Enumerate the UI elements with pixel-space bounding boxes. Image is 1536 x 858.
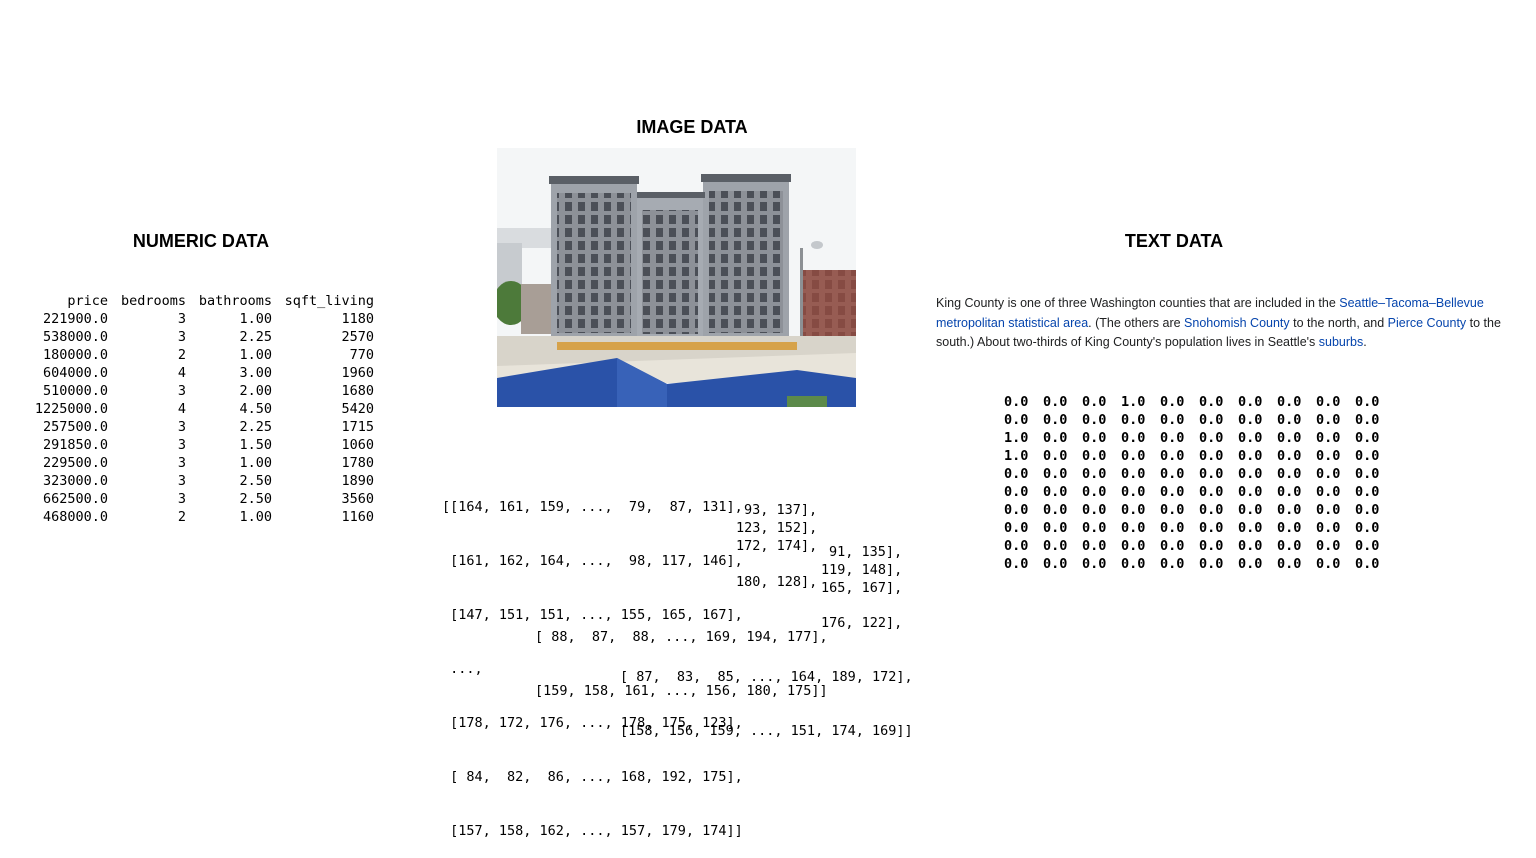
table-cell: 3 xyxy=(177,455,186,471)
table-cell: 3 xyxy=(177,437,186,453)
table-cell: 221900.0 xyxy=(42,311,108,327)
matrix-cell: 0.0 xyxy=(1082,538,1107,554)
table-cell: 3 xyxy=(177,329,186,345)
image-data-title: IMAGE DATA xyxy=(636,117,748,137)
table-row xyxy=(28,418,374,436)
matrix-cell: 0.0 xyxy=(1199,412,1224,428)
matrix-cell: 0.0 xyxy=(1355,448,1380,464)
table-cell: 2.50 xyxy=(239,491,272,507)
table-cell: 2.00 xyxy=(239,383,272,399)
array-line: 172, 174], xyxy=(736,538,818,554)
matrix-cell: 0.0 xyxy=(1082,394,1107,410)
table-cell: 2570 xyxy=(341,329,374,345)
matrix-cell: 0.0 xyxy=(1277,520,1302,536)
table-row xyxy=(28,364,374,382)
table-cell: 3 xyxy=(177,311,186,327)
table-row xyxy=(28,328,374,346)
link-suburbs[interactable]: suburbs xyxy=(1318,335,1364,349)
text-paragraph xyxy=(936,294,1501,353)
matrix-cell: 0.0 xyxy=(1160,430,1185,446)
matrix-cell: 0.0 xyxy=(1121,412,1146,428)
matrix-cell: 0.0 xyxy=(1160,556,1185,572)
matrix-row xyxy=(1004,465,1394,483)
matrix-row xyxy=(1004,537,1394,555)
link-seattle-msa[interactable]: Seattle–Tacoma–Bellevue metropolitan statistical area xyxy=(936,296,1484,330)
matrix-cell: 0.0 xyxy=(1082,484,1107,500)
matrix-cell: 0.0 xyxy=(1043,484,1068,500)
array-line: [147, 151, 151, ..., 155, 165, 167], xyxy=(442,607,743,623)
para-text: to the north, and xyxy=(1289,315,1388,330)
array-line: [161, 162, 164, ..., 98, 117, 146], xyxy=(442,553,743,569)
matrix-cell: 0.0 xyxy=(1277,394,1302,410)
matrix-row xyxy=(1004,447,1394,465)
table-cell: 3 xyxy=(177,473,186,489)
array-line: [158, 156, 159, ..., 151, 174, 169]] xyxy=(620,723,913,739)
table-cell: 291850.0 xyxy=(42,437,108,453)
table-cell: 1.00 xyxy=(239,311,272,327)
matrix-cell: 0.0 xyxy=(1199,466,1224,482)
matrix-cell: 0.0 xyxy=(1199,538,1224,554)
matrix-cell: 0.0 xyxy=(1043,466,1068,482)
matrix-cell: 0.0 xyxy=(1199,430,1224,446)
array-line: [ 88, 87, 88, ..., 169, 194, 177], xyxy=(535,629,828,645)
numeric-data-title: NUMERIC DATA xyxy=(132,231,270,251)
table-row xyxy=(28,454,374,472)
matrix-cell: 0.0 xyxy=(1160,484,1185,500)
matrix-cell: 0.0 xyxy=(1043,430,1068,446)
matrix-cell: 0.0 xyxy=(1199,502,1224,518)
matrix-cell: 0.0 xyxy=(1277,466,1302,482)
image-array-block-3 xyxy=(620,632,913,758)
table-cell: 229500.0 xyxy=(42,455,108,471)
building-photo xyxy=(497,148,856,407)
matrix-cell: 0.0 xyxy=(1199,484,1224,500)
matrix-cell: 0.0 xyxy=(1082,466,1107,482)
table-cell: 2 xyxy=(177,509,186,525)
matrix-cell: 0.0 xyxy=(1121,520,1146,536)
table-cell: 1.00 xyxy=(239,455,272,471)
array-line: [ 84, 82, 86, ..., 168, 192, 175], xyxy=(442,769,743,785)
matrix-cell: 0.0 xyxy=(1082,502,1107,518)
table-cell: 604000.0 xyxy=(42,365,108,381)
numeric-table-header xyxy=(28,292,374,310)
table-cell: 468000.0 xyxy=(42,509,108,525)
col-header-price: price xyxy=(67,293,108,309)
link-pierce-county[interactable]: Pierce County xyxy=(1387,315,1467,330)
array-line: [ 87, 83, 85, ..., 164, 189, 172], xyxy=(620,669,913,685)
matrix-cell: 0.0 xyxy=(1355,502,1380,518)
matrix-cell: 0.0 xyxy=(1355,538,1380,554)
table-cell: 538000.0 xyxy=(42,329,108,345)
col-header-sqft-living: sqft_living xyxy=(284,293,374,309)
matrix-cell: 0.0 xyxy=(1160,520,1185,536)
matrix-cell: 0.0 xyxy=(1043,448,1068,464)
matrix-cell: 0.0 xyxy=(1316,538,1341,554)
array-line: [178, 172, 176, ..., 178, 175, 123], xyxy=(442,715,743,731)
table-cell: 1960 xyxy=(341,365,374,381)
matrix-cell: 1.0 xyxy=(1121,394,1146,410)
array-line: 91, 135], xyxy=(829,544,903,560)
matrix-cell: 0.0 xyxy=(1238,502,1263,518)
table-cell: 4.50 xyxy=(239,401,272,417)
matrix-cell: 0.0 xyxy=(1355,412,1380,428)
matrix-cell: 0.0 xyxy=(1355,520,1380,536)
para-text: . xyxy=(1363,335,1367,349)
array-line: 119, 148], xyxy=(821,562,903,578)
matrix-cell: 0.0 xyxy=(1043,538,1068,554)
text-vector-matrix xyxy=(1004,393,1394,573)
matrix-cell: 0.0 xyxy=(1004,502,1029,518)
matrix-cell: 0.0 xyxy=(1121,466,1146,482)
matrix-cell: 0.0 xyxy=(1199,520,1224,536)
table-cell: 180000.0 xyxy=(42,347,108,363)
matrix-cell: 0.0 xyxy=(1082,448,1107,464)
array-line: 176, 122], xyxy=(821,615,903,631)
matrix-cell: 0.0 xyxy=(1277,448,1302,464)
table-row xyxy=(28,346,374,364)
table-cell: 1715 xyxy=(341,419,374,435)
array-line: [[164, 161, 159, ..., 79, 87, 131], xyxy=(442,499,743,515)
matrix-cell: 0.0 xyxy=(1238,430,1263,446)
table-cell: 1780 xyxy=(341,455,374,471)
col-header-bathrooms: bathrooms xyxy=(198,293,272,309)
numeric-table xyxy=(28,292,374,526)
matrix-cell: 0.0 xyxy=(1316,448,1341,464)
matrix-cell: 0.0 xyxy=(1160,448,1185,464)
table-cell: 257500.0 xyxy=(42,419,108,435)
matrix-cell: 0.0 xyxy=(1238,520,1263,536)
matrix-row xyxy=(1004,483,1394,501)
array-line: [157, 158, 162, ..., 157, 179, 174]] xyxy=(442,823,743,839)
matrix-cell: 0.0 xyxy=(1316,556,1341,572)
table-cell: 1160 xyxy=(341,509,374,525)
matrix-cell: 0.0 xyxy=(1160,538,1185,554)
table-row xyxy=(28,310,374,328)
matrix-cell: 0.0 xyxy=(1121,556,1146,572)
matrix-cell: 0.0 xyxy=(1043,502,1068,518)
col-header-bedrooms: bedrooms xyxy=(120,293,186,309)
matrix-cell: 0.0 xyxy=(1316,466,1341,482)
matrix-cell: 0.0 xyxy=(1121,484,1146,500)
array-line: 93, 137], xyxy=(744,502,818,518)
matrix-row xyxy=(1004,411,1394,429)
matrix-cell: 0.0 xyxy=(1160,466,1185,482)
table-cell: 3 xyxy=(177,419,186,435)
table-cell: 3560 xyxy=(341,491,374,507)
matrix-cell: 0.0 xyxy=(1238,466,1263,482)
matrix-cell: 0.0 xyxy=(1121,430,1146,446)
matrix-cell: 0.0 xyxy=(1238,556,1263,572)
matrix-cell: 0.0 xyxy=(1121,538,1146,554)
matrix-cell: 0.0 xyxy=(1277,556,1302,572)
array-line: 123, 152], xyxy=(736,520,818,536)
array-line: [159, 158, 161, ..., 156, 180, 175]] xyxy=(535,683,828,699)
matrix-cell: 0.0 xyxy=(1277,430,1302,446)
text-data-title: TEXT DATA xyxy=(1124,231,1224,251)
matrix-cell: 0.0 xyxy=(1238,448,1263,464)
matrix-row xyxy=(1004,393,1394,411)
matrix-cell: 0.0 xyxy=(1238,484,1263,500)
matrix-cell: 0.0 xyxy=(1316,412,1341,428)
matrix-cell: 0.0 xyxy=(1355,430,1380,446)
array-line: 180, 128], xyxy=(736,574,818,590)
matrix-cell: 0.0 xyxy=(1082,430,1107,446)
table-row xyxy=(28,472,374,490)
table-row xyxy=(28,490,374,508)
matrix-cell: 0.0 xyxy=(1043,412,1068,428)
matrix-cell: 0.0 xyxy=(1004,466,1029,482)
matrix-cell: 0.0 xyxy=(1004,538,1029,554)
para-text: to the south.) About two-thirds of King County's population lives in Seattle's xyxy=(936,315,1501,349)
matrix-cell: 0.0 xyxy=(1160,394,1185,410)
matrix-row xyxy=(1004,519,1394,537)
table-cell: 5420 xyxy=(341,401,374,417)
table-cell: 323000.0 xyxy=(42,473,108,489)
matrix-cell: 0.0 xyxy=(1277,484,1302,500)
table-cell: 1060 xyxy=(341,437,374,453)
matrix-cell: 0.0 xyxy=(1316,502,1341,518)
matrix-cell: 0.0 xyxy=(1277,538,1302,554)
matrix-cell: 0.0 xyxy=(1277,412,1302,428)
matrix-cell: 0.0 xyxy=(1355,466,1380,482)
table-cell: 1.00 xyxy=(239,509,272,525)
matrix-cell: 0.0 xyxy=(1043,556,1068,572)
table-cell: 1.00 xyxy=(239,347,272,363)
matrix-cell: 0.0 xyxy=(1355,394,1380,410)
matrix-cell: 0.0 xyxy=(1199,448,1224,464)
matrix-row xyxy=(1004,429,1394,447)
table-cell: 2 xyxy=(177,347,186,363)
matrix-cell: 0.0 xyxy=(1082,556,1107,572)
matrix-cell: 0.0 xyxy=(1277,502,1302,518)
table-cell: 662500.0 xyxy=(42,491,108,507)
table-cell: 1680 xyxy=(341,383,374,399)
matrix-cell: 0.0 xyxy=(1121,502,1146,518)
link-snohomish-county[interactable]: Snohomish County xyxy=(1184,315,1290,330)
matrix-cell: 1.0 xyxy=(1004,448,1029,464)
matrix-cell: 0.0 xyxy=(1355,556,1380,572)
table-cell: 4 xyxy=(177,365,186,381)
matrix-cell: 0.0 xyxy=(1238,538,1263,554)
matrix-cell: 0.0 xyxy=(1082,412,1107,428)
table-cell: 3.00 xyxy=(239,365,272,381)
table-cell: 1225000.0 xyxy=(34,401,108,417)
matrix-cell: 0.0 xyxy=(1238,394,1263,410)
matrix-cell: 1.0 xyxy=(1004,430,1029,446)
table-cell: 3 xyxy=(177,383,186,399)
table-cell: 1180 xyxy=(341,311,374,327)
matrix-row xyxy=(1004,501,1394,519)
matrix-cell: 0.0 xyxy=(1160,502,1185,518)
matrix-cell: 0.0 xyxy=(1316,520,1341,536)
matrix-cell: 0.0 xyxy=(1082,520,1107,536)
table-cell: 1890 xyxy=(341,473,374,489)
matrix-cell: 0.0 xyxy=(1355,484,1380,500)
table-cell: 770 xyxy=(349,347,374,363)
table-cell: 2.50 xyxy=(239,473,272,489)
table-cell: 3 xyxy=(177,491,186,507)
para-text: King County is one of three Washington counties that are included in the xyxy=(936,296,1340,310)
matrix-cell: 0.0 xyxy=(1199,394,1224,410)
table-row xyxy=(28,400,374,418)
matrix-cell: 0.0 xyxy=(1004,556,1029,572)
matrix-cell: 0.0 xyxy=(1004,520,1029,536)
matrix-cell: 0.0 xyxy=(1160,412,1185,428)
matrix-cell: 0.0 xyxy=(1043,520,1068,536)
table-cell: 2.25 xyxy=(239,419,272,435)
matrix-cell: 0.0 xyxy=(1316,484,1341,500)
matrix-cell: 0.0 xyxy=(1238,412,1263,428)
array-line: ..., xyxy=(442,661,483,677)
table-cell: 2.25 xyxy=(239,329,272,345)
matrix-cell: 0.0 xyxy=(1121,448,1146,464)
table-row xyxy=(28,508,374,526)
table-cell: 4 xyxy=(177,401,186,417)
table-row xyxy=(28,382,374,400)
matrix-cell: 0.0 xyxy=(1004,394,1029,410)
table-cell: 510000.0 xyxy=(42,383,108,399)
matrix-cell: 0.0 xyxy=(1043,394,1068,410)
matrix-row xyxy=(1004,555,1394,573)
table-row xyxy=(28,436,374,454)
array-line: 165, 167], xyxy=(821,580,903,596)
matrix-cell: 0.0 xyxy=(1316,430,1341,446)
matrix-cell: 0.0 xyxy=(1199,556,1224,572)
matrix-cell: 0.0 xyxy=(1316,394,1341,410)
matrix-cell: 0.0 xyxy=(1004,484,1029,500)
matrix-cell: 0.0 xyxy=(1004,412,1029,428)
table-cell: 1.50 xyxy=(239,437,272,453)
para-text: . (The others are xyxy=(1088,315,1185,330)
